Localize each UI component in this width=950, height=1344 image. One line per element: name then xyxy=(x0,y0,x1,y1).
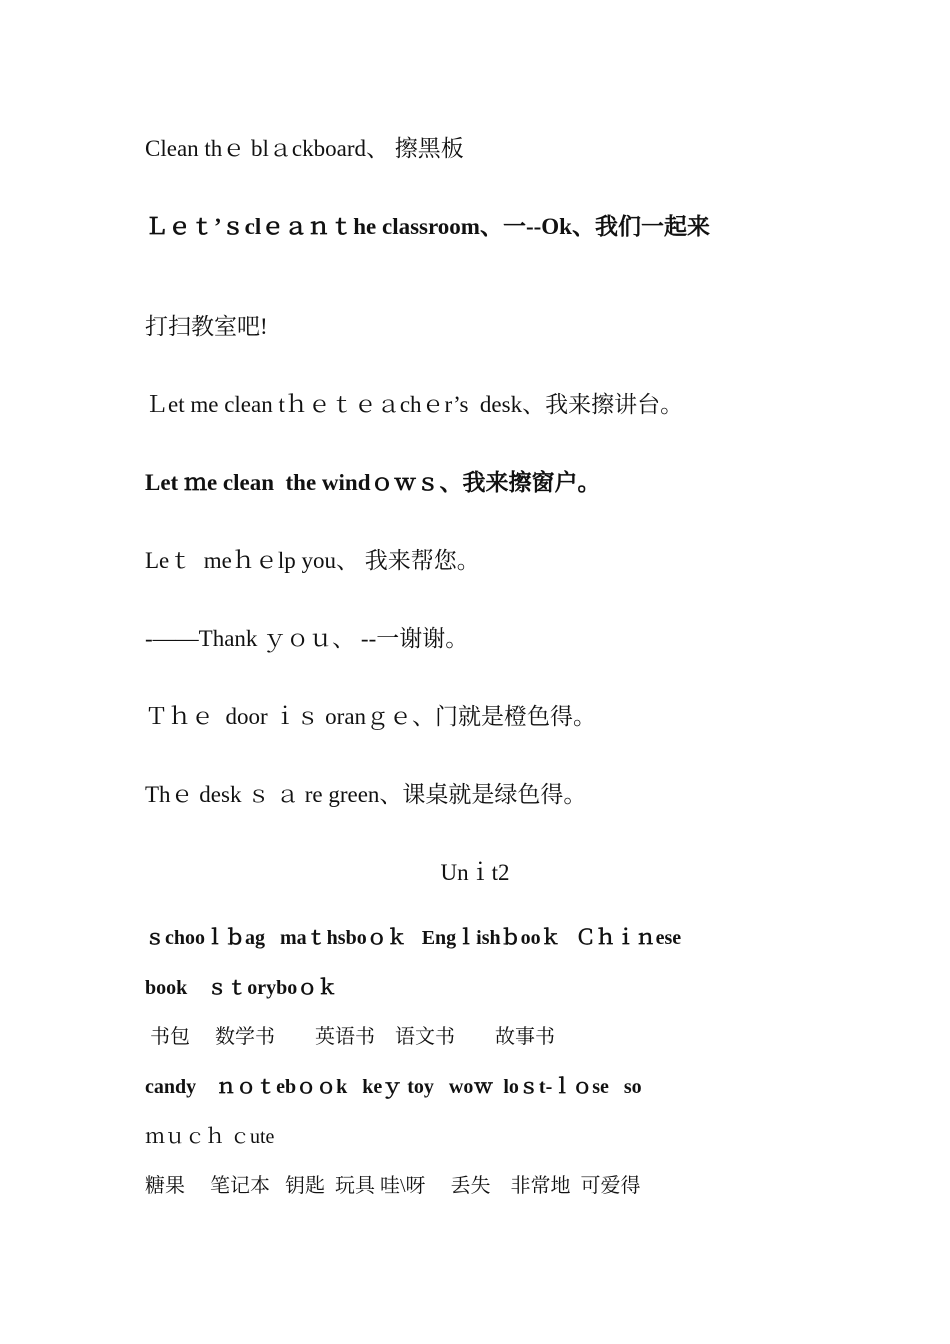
sentence-door-orange: Ｔｈｅ door ｉｓ oranｇｅ、门就是橙色得。 xyxy=(145,704,597,729)
sentence-clean-blackboard: Clean thｅ blａckboard、 擦黑板 xyxy=(145,136,464,161)
vocab-line-4: ｍｕｃｈ ｃute xyxy=(145,1126,275,1148)
sentence-desks-green: Thｅ desk ｓ ａ re green、课桌就是绿色得。 xyxy=(145,782,587,807)
sentence-continuation: 打扫教室吧! xyxy=(145,314,268,339)
vocab-line-2: book ｓｔoryboｏｋ xyxy=(145,977,338,999)
sentence-teacher-desk: Ｌet me clean tｈｅｔｅａchｅr’s desk、我来擦讲台。 xyxy=(145,392,684,417)
sentence-clean-windows: Let ｍe clean the windｏｗｓ、我来擦窗户。 xyxy=(145,470,601,495)
vocab-translation-1: 书包 数学书 英语书 语文书 故事书 xyxy=(145,1026,555,1048)
vocab-line-1: ｓchooｌｂag maｔhsboｏｋ Engｌishｂooｋ Ｃｈｉｎese xyxy=(145,927,682,949)
vocab-line-3: candy ｎｏｔebｏｏk keｙ toy woｗ loｓt-ｌｏse so xyxy=(145,1076,642,1098)
sentence-help-you: Leｔ meｈｅlp you、 我来帮您。 xyxy=(145,548,480,573)
unit-title: Unｉt2 xyxy=(440,860,510,885)
sentence-thank-you: -——Thank ｙｏｕ、 --一谢谢。 xyxy=(145,626,469,651)
sentence-lets-clean-classroom: Ｌｅｔ’ｓclｅａｎｔhe classroom、一--Ok、我们一起来 xyxy=(145,214,710,239)
vocab-translation-2: 糖果 笔记本 钥匙 玩具 哇\呀 丢失 非常地 可爱得 xyxy=(145,1175,641,1197)
